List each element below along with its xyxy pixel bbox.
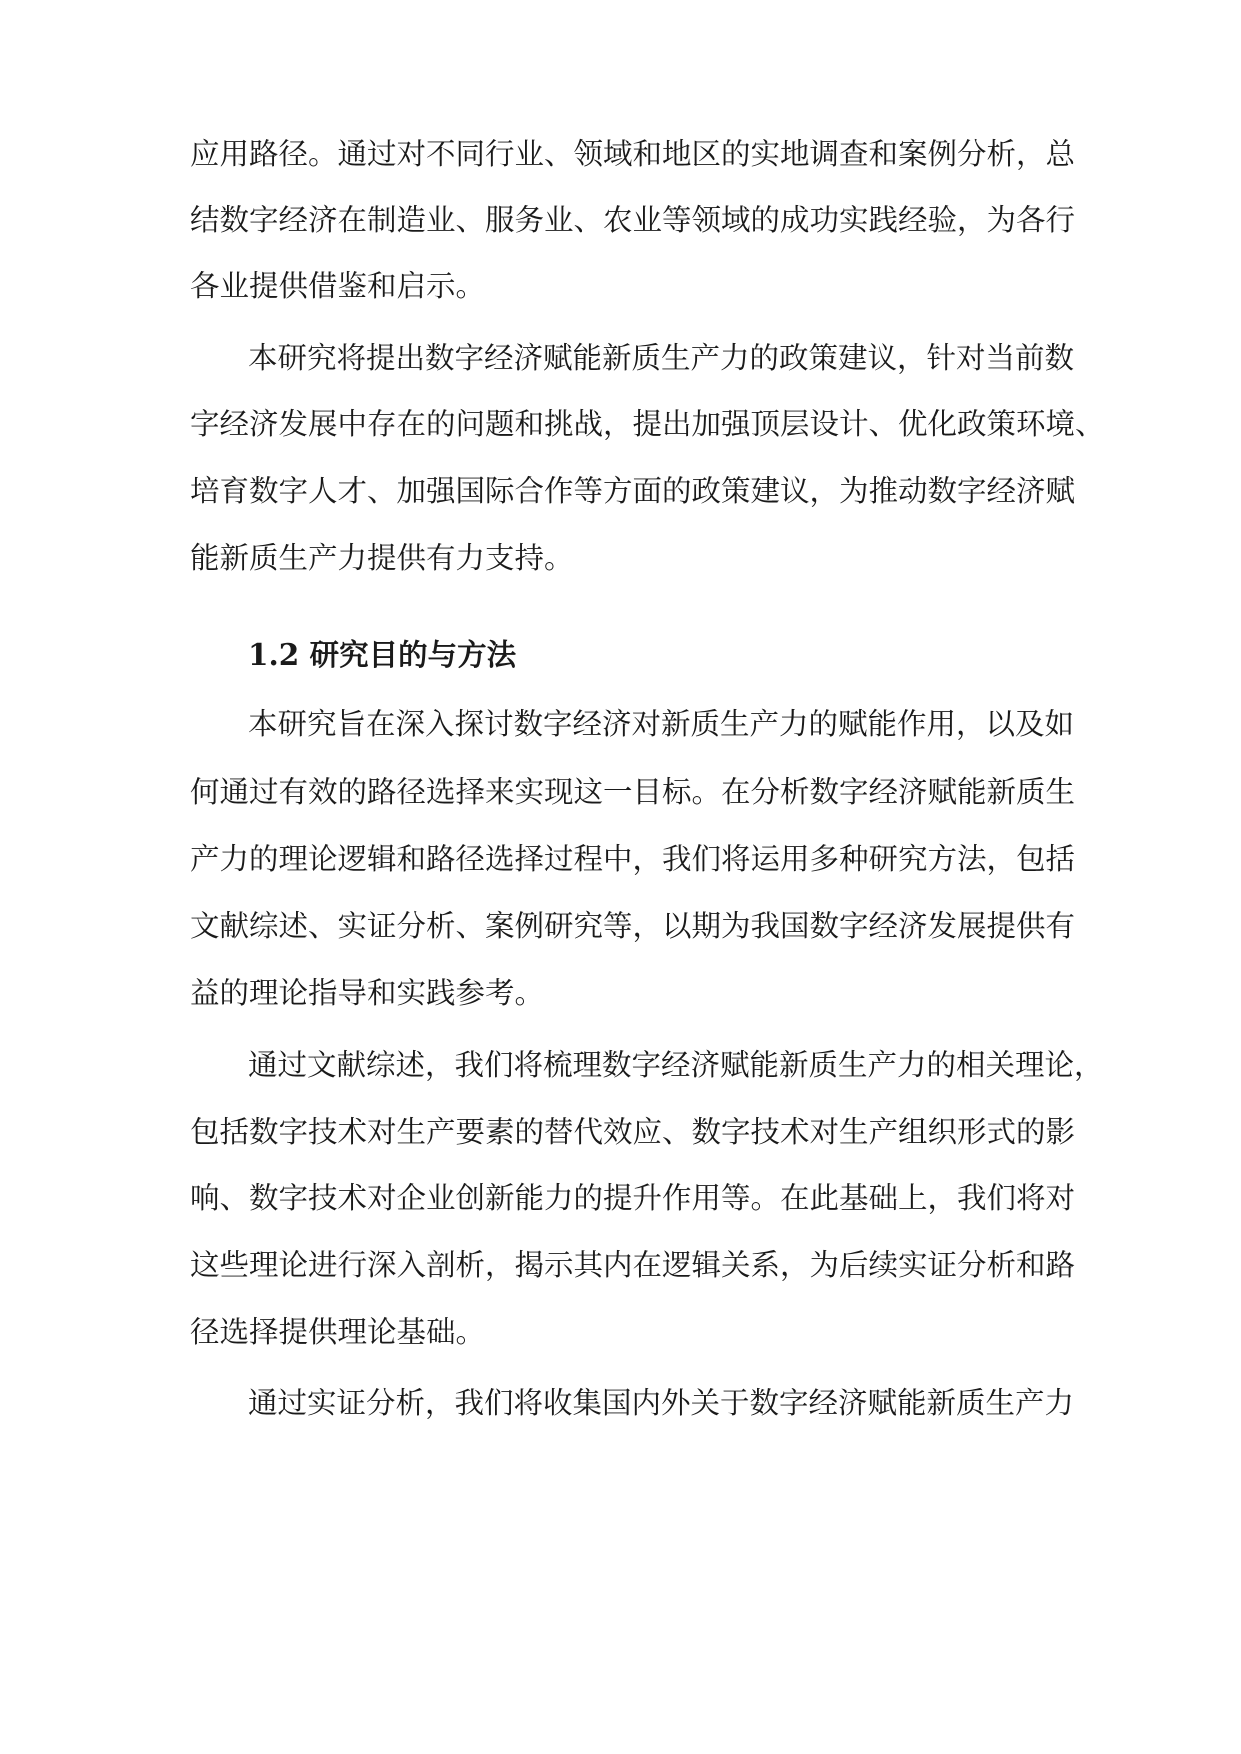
paragraph-line: 通过实证分析，我们将收集国内外关于数字经济赋能新质生产力 [248,1386,1075,1420]
paragraph-line: 字经济发展中存在的问题和挑战，提出加强顶层设计、优化政策环境、 [190,407,1105,441]
section-heading: 1.2 研究目的与方法 [248,637,517,672]
paragraph-line: 径选择提供理论基础。 [190,1315,486,1349]
paragraph-line: 本研究旨在深入探讨数字经济对新质生产力的赋能作用，以及如 [248,707,1075,741]
paragraph-line: 能新质生产力提供有力支持。 [190,541,574,575]
paragraph-line: 文献综述、实证分析、案例研究等，以期为我国数字经济发展提供有 [190,909,1076,943]
paragraph-line: 包括数字技术对生产要素的替代效应、数字技术对生产组织形式的影 [190,1115,1076,1149]
paragraph-line: 结数字经济在制造业、服务业、农业等领域的成功实践经验，为各行 [190,203,1076,237]
paragraph-line: 各业提供借鉴和启示。 [190,269,486,303]
paragraph-line: 何通过有效的路径选择来实现这一目标。在分析数字经济赋能新质生 [190,775,1076,809]
paragraph-line: 通过文献综述，我们将梳理数字经济赋能新质生产力的相关理论， [248,1048,1104,1082]
paragraph-line: 培育数字人才、加强国际合作等方面的政策建议，为推动数字经济赋 [190,474,1076,508]
paragraph-line: 这些理论进行深入剖析，揭示其内在逻辑关系，为后续实证分析和路 [190,1248,1076,1282]
paragraph-line: 应用路径。通过对不同行业、领域和地区的实地调查和案例分析，总 [190,137,1076,171]
paragraph-line: 产力的理论逻辑和路径选择过程中，我们将运用多种研究方法，包括 [190,842,1076,876]
paragraph-line: 益的理论指导和实践参考。 [190,976,545,1010]
paragraph-line: 响、数字技术对企业创新能力的提升作用等。在此基础上，我们将对 [190,1181,1076,1215]
paragraph-line: 本研究将提出数字经济赋能新质生产力的政策建议，针对当前数 [248,341,1075,375]
